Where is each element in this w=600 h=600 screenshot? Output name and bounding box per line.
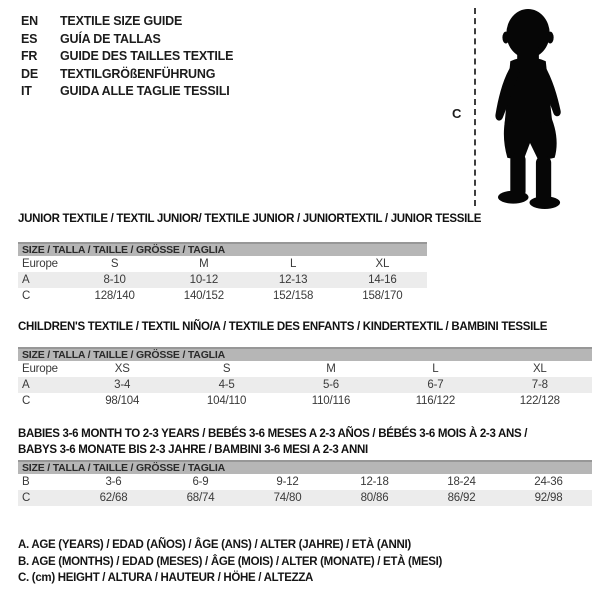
babies-section-title [18,427,527,458]
lang-label: GUÍA DE TALLAS [60,31,161,46]
cell: 104/110 [206,395,247,407]
row-label: A [22,379,30,391]
cell: 14-16 [368,274,397,286]
cell: 62/68 [99,492,128,504]
lang-label: TEXTILE SIZE GUIDE [60,14,183,28]
cell: 3-6 [105,476,122,488]
babies-title-line1: BABIES 3-6 MONTH TO 2-3 YEARS / BEBÉS 3-6 MESES A 2-3 AÑOS / BÉBÉS 3-6 MOIS À 2-3 ANS / [18,428,528,440]
cell: XS [114,363,130,375]
language-title-list [21,13,233,101]
table-row [18,272,427,288]
row-label: Europe [22,363,58,375]
table-row [18,490,592,506]
table-row [18,361,592,377]
lang-row-fr [21,48,233,66]
legend-line-a: A. AGE (YEARS) / EDAD (AÑOS) / ÂGE (ANS) / ALTER (JAHRE) / ETÀ (ANNI) [18,539,411,551]
measurement-legend [18,537,442,587]
height-dashed-line [474,8,476,206]
babies-size-table [18,460,592,506]
lang-row-es [21,31,233,49]
legend-line-b: B. AGE (MONTHS) / EDAD (MESES) / ÂGE (MOIS) / ALTER (MONATE) / ETÀ (MESI) [18,555,443,568]
junior-size-table [18,242,427,304]
cell: 9-12 [276,476,299,488]
cell: 80/86 [360,492,389,504]
lang-code: FR [21,49,38,63]
cell: 10-12 [189,274,219,286]
table-row [18,393,592,409]
cell: 116/122 [415,395,456,407]
cell: 3-4 [114,379,131,391]
cell: 5-6 [322,379,339,391]
legend-line-c: C. (cm) HEIGHT / ALTURA / HAUTEUR / HÖHE / ALTEZZA [18,572,314,584]
row-label: B [22,476,30,488]
cell: 158/170 [362,290,403,302]
table-row [18,474,592,490]
cell: 4-5 [218,379,235,391]
junior-section-title: JUNIOR TEXTILE / TEXTIL JUNIOR/ TEXTILE JUNIOR / JUNIORTEXTIL / JUNIOR TESSILE [18,213,482,225]
toddler-silhouette-icon [483,8,578,210]
lang-code: DE [21,66,38,81]
cell: 7-8 [531,379,548,391]
lang-code: EN [21,14,38,28]
row-label: A [22,274,30,286]
row-label: Europe [22,258,58,270]
lang-code: IT [21,84,32,98]
cell: L [290,258,297,270]
babies-title-line2: BABYS 3-6 MONATE BIS 2-3 JAHRE / BAMBINI 3-6 MESI A 2-3 ANNI [18,443,368,456]
cell: 12-18 [360,476,389,488]
table-row [18,288,427,304]
cell: 92/98 [534,492,563,504]
cell: 74/80 [273,492,302,504]
babies-size-header-bar: SIZE / TALLA / TAILLE / GRÖSSE / TAGLIA [18,460,592,474]
row-label: C [22,290,31,302]
cell: 24-36 [534,476,563,488]
cell: S [222,363,231,375]
cell: 98/104 [105,395,140,407]
cell: 140/152 [183,290,224,302]
cell: 12-13 [278,274,308,286]
lang-label: TEXTILGRÖßENFÜHRUNG [60,66,216,81]
cell: XL [532,363,547,375]
measurement-figure [450,6,590,211]
cell: L [432,363,439,375]
children-section-title: CHILDREN'S TEXTILE / TEXTIL NIÑO/A / TEXTILE DES ENFANTS / KINDERTEXTIL / BAMBINI TESSILE [18,321,548,333]
cell: M [199,258,209,270]
table-row [18,256,427,272]
lang-row-de [21,66,233,84]
cell: 86/92 [447,492,476,504]
cell: S [110,258,119,270]
cell: 18-24 [447,476,476,488]
cell: 128/140 [94,290,135,302]
lang-label: GUIDA ALLE TAGLIE TESSILI [60,84,230,98]
cell: M [326,363,336,375]
children-size-header-bar: SIZE / TALLA / TAILLE / GRÖSSE / TAGLIA [18,347,592,361]
children-size-table [18,347,592,409]
cell: 6-9 [192,476,209,488]
cell: 8-10 [103,274,126,286]
table-row [18,377,592,393]
cell: 68/74 [186,492,215,504]
lang-row-it [21,83,233,101]
lang-code: ES [21,31,38,46]
cell: 152/158 [273,290,314,302]
cell: 6-7 [427,379,444,391]
cell: XL [375,258,390,270]
junior-size-header-bar: SIZE / TALLA / TAILLE / GRÖSSE / TAGLIA [18,242,427,256]
height-measure-label: C [452,106,462,121]
row-label: C [22,395,31,407]
cell: 110/116 [311,395,351,407]
row-label: C [22,492,31,504]
lang-label: GUIDE DES TAILLES TEXTILE [60,49,234,63]
cell: 122/128 [519,395,560,407]
lang-row-en [21,13,233,31]
